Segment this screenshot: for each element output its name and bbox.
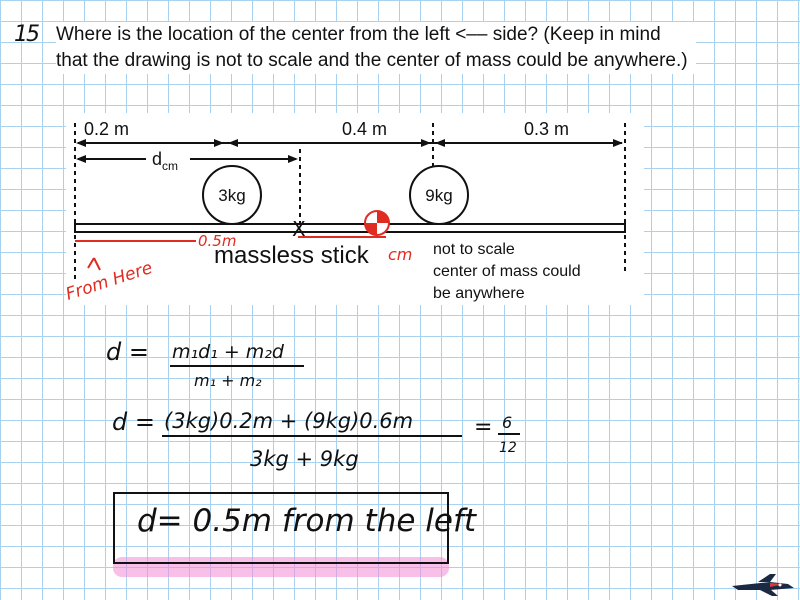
arrow-mark-1b [228,139,238,147]
massless-stick [75,224,625,232]
arrow-mark-2b [435,139,445,147]
from-here-arrow [88,258,100,270]
fraction-numerator: 6 [502,413,513,432]
problem-number: 15 [14,22,38,47]
dcm-arrow-right [288,155,298,163]
cm-red-label: cm [388,245,413,264]
arrow-mark-2a [421,139,431,147]
formula-denominator: m₁ + m₂ [194,371,262,390]
center-x-marker: X [292,217,306,241]
fraction-denominator: 12 [499,440,517,456]
arrow-mark-1a [214,139,224,147]
from-here-text: From Here [63,257,155,305]
formula-lhs: d = [106,338,149,366]
distance-label-2: 0.4 m [342,119,388,139]
sub-denominator: 3kg + 9kg [250,447,359,471]
equals-sign: = [474,415,493,440]
mass-3kg-label: 3kg [218,186,246,205]
distance-label-1: 0.2 m [84,119,130,139]
mass-9kg-label: 9kg [425,186,453,205]
distance-label-3: 0.3 m [524,119,570,139]
note-line-1: not to scale [433,241,515,258]
sub-numerator: (3kg)0.2m + (9kg)0.6m [164,409,414,433]
stick-label: massless stick [214,242,369,269]
note-line-3: be anywhere [433,285,525,302]
formula-numerator: m₁d₁ + m₂d [172,341,284,363]
question-text: Where is the location of the center from the left <–– side? (Keep in mind that the drawing is not to scale and the center of mass could be anywhere.) [56,22,696,74]
note-line-2: center of mass could [433,263,581,280]
dcm-label: $d_{cm}$ [152,149,179,173]
final-answer: d= 0.5m from the left [137,503,477,539]
handwritten-work [100,330,560,490]
arrow-right-end [613,139,623,147]
sub-lhs: d = [112,408,155,436]
red-answer-on-stick: 0.5m [198,232,237,250]
arrow-left-end [76,139,86,147]
jet-logo-icon [730,572,796,596]
from-here-annotation [60,250,180,310]
dcm-arrow-left [76,155,86,163]
